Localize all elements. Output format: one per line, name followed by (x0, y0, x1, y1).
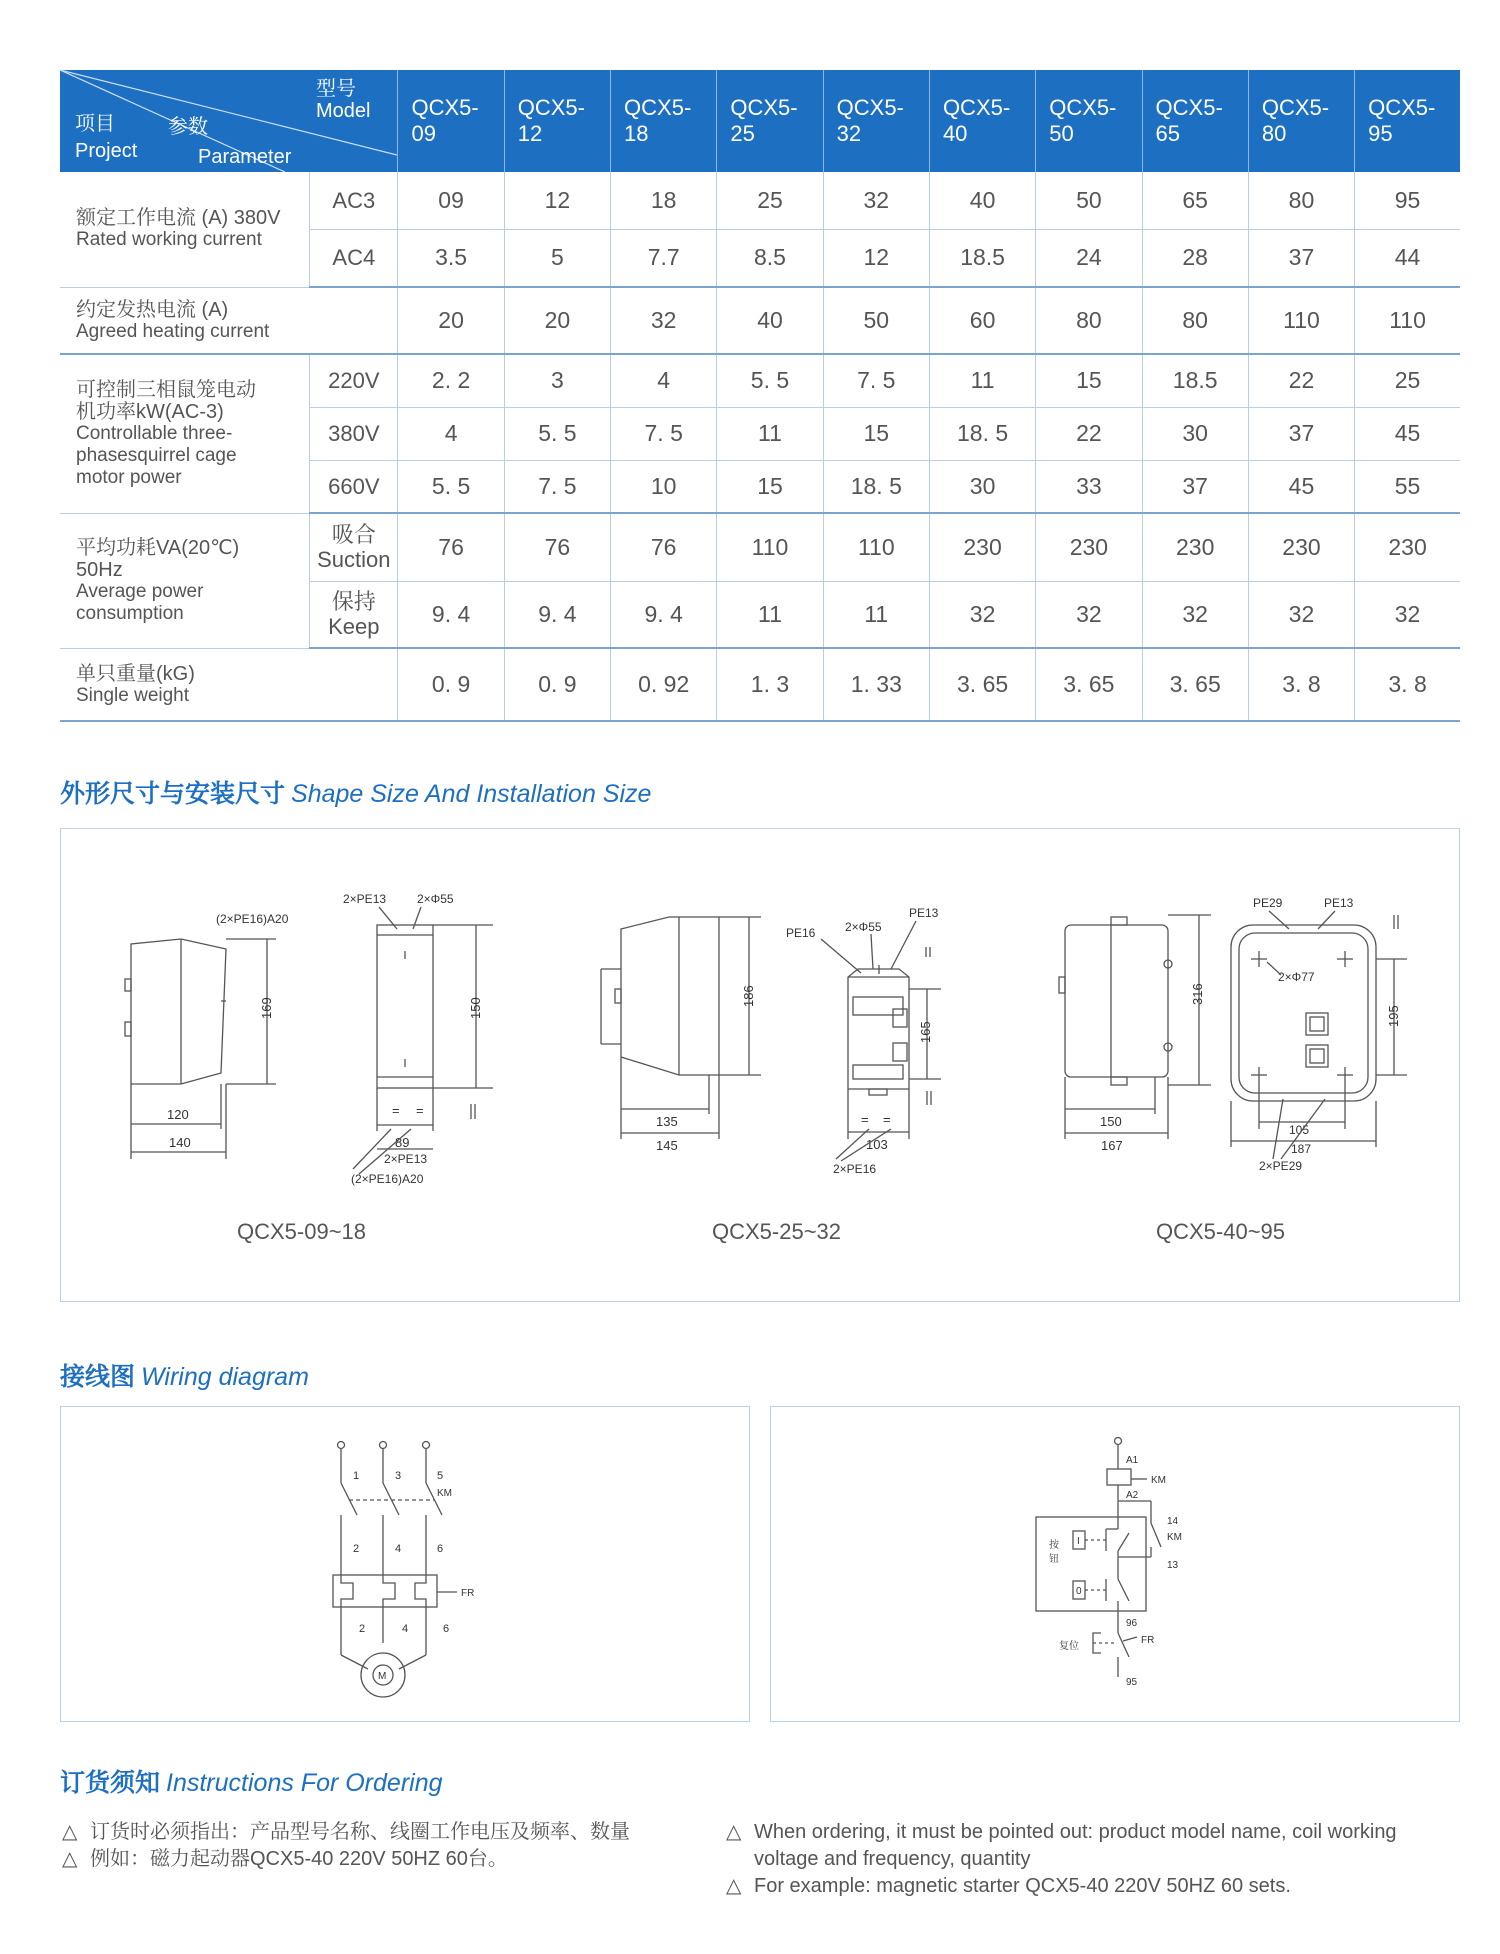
table-cell: 22 (1036, 407, 1142, 460)
dim-169: 169 (259, 997, 274, 1019)
power-consumption-label: 平均功耗VA(20℃) 50Hz Average power consumption (60, 513, 310, 648)
label-2pe16: 2×PE16 (833, 1162, 877, 1176)
table-cell: 45 (1248, 460, 1354, 513)
header-param-en: Parameter (198, 146, 292, 168)
motor-label: M (378, 1671, 387, 1682)
dim-316: 316 (1190, 983, 1205, 1005)
ordering-section-title: 订货须知 Instructions For Ordering (60, 1769, 443, 1797)
label-2pe29: 2×PE29 (1259, 1159, 1303, 1173)
table-cell: 55 (1355, 460, 1460, 513)
table-cell: 3. 8 (1248, 648, 1354, 721)
table-cell: 20 (504, 287, 610, 354)
ctrl-label-o: 0 (1076, 1586, 1082, 1597)
header-model-cn: 型号 (316, 78, 356, 100)
table-cell: 7. 5 (611, 407, 717, 460)
table-cell: 110 (717, 513, 823, 581)
table-cell: 0. 92 (611, 648, 717, 721)
dim-135: 135 (656, 1114, 678, 1129)
table-cell: 0. 9 (398, 648, 504, 721)
eq-mark-4: = (883, 1112, 891, 1127)
table-cell: 11 (823, 581, 929, 648)
table-cell: 18. 5 (823, 460, 929, 513)
ctrl-label-14: 14 (1167, 1516, 1179, 1527)
wiring-diagram-control-circuit (770, 1406, 1460, 1722)
dim-167: 167 (1101, 1138, 1123, 1153)
v660-label: 660V (310, 460, 398, 513)
ctrl-label-km2: KM (1167, 1532, 1182, 1543)
table-cell: 12 (504, 172, 610, 229)
shape-section-title: 外形尺寸与安装尺寸 Shape Size And Installation Size (60, 780, 652, 808)
table-cell: 25 (717, 172, 823, 229)
wiring-section-title: 接线图 Wiring diagram (60, 1363, 309, 1391)
table-cell: 3. 65 (1036, 648, 1142, 721)
dim-140: 140 (169, 1135, 191, 1150)
table-cell: 110 (1248, 287, 1354, 354)
table-cell: 7. 5 (504, 460, 610, 513)
table-cell: 1. 3 (717, 648, 823, 721)
table-cell: 24 (1036, 229, 1142, 287)
header-project-cn: 项目 (75, 113, 115, 135)
table-cell: 11 (717, 581, 823, 648)
ordering-en (726, 1819, 1466, 1900)
table-cell: 230 (1248, 513, 1354, 581)
label-pe16: PE16 (786, 926, 816, 940)
table-cell: 33 (1036, 460, 1142, 513)
table-cell: 45 (1355, 407, 1460, 460)
label-pe29: PE29 (1253, 896, 1283, 910)
table-cell: 32 (611, 287, 717, 354)
table-cell: 10 (611, 460, 717, 513)
table-row (60, 287, 1460, 354)
wire-label-4: 4 (395, 1543, 402, 1555)
table-cell: 40 (929, 172, 1035, 229)
table-cell: 5. 5 (398, 460, 504, 513)
drawing-qcx5-25-32 (601, 906, 941, 1176)
wire-label-b4: 4 (402, 1623, 409, 1635)
table-cell: 110 (823, 513, 929, 581)
table-cell: 25 (1355, 354, 1460, 407)
table-cell: 50 (823, 287, 929, 354)
table-cell: 7. 5 (823, 354, 929, 407)
table-cell: 3. 8 (1355, 648, 1460, 721)
ctrl-label-96: 96 (1126, 1618, 1138, 1629)
table-cell: 60 (929, 287, 1035, 354)
caption-qcx5-25-32: QCX5-25~32 (712, 1219, 842, 1244)
model-header: QCX5- 65 (1142, 70, 1248, 172)
heating-current-label: 约定发热电流 (A) Agreed heating current (60, 287, 398, 354)
eq-mark-2: = (416, 1103, 424, 1118)
table-cell: 4 (398, 407, 504, 460)
table-cell: 3.5 (398, 229, 504, 287)
dim-89: 89 (395, 1135, 410, 1150)
table-corner-header (60, 70, 398, 172)
table-cell: 4 (611, 354, 717, 407)
table-cell: 32 (1036, 581, 1142, 648)
table-cell: 1. 33 (823, 648, 929, 721)
suction-label: 吸合 Suction (310, 513, 398, 581)
dim-145: 145 (656, 1138, 678, 1153)
model-header: QCX5- 25 (717, 70, 823, 172)
wire-label-fr: FR (461, 1588, 475, 1599)
keep-label: 保持 Keep (310, 581, 398, 648)
ctrl-label-km: KM (1151, 1475, 1166, 1486)
table-cell: 12 (823, 229, 929, 287)
table-cell: 95 (1355, 172, 1460, 229)
dim-103: 103 (866, 1137, 888, 1152)
ordering-cn (62, 1819, 702, 1873)
table-cell: 11 (929, 354, 1035, 407)
wiring-diagram-main-circuit (60, 1406, 750, 1722)
table-cell: 15 (717, 460, 823, 513)
table-cell: 18. 5 (929, 407, 1035, 460)
table-cell: 230 (1036, 513, 1142, 581)
table-cell: 76 (398, 513, 504, 581)
wire-label-2: 2 (353, 1543, 360, 1555)
table-cell: 30 (1142, 407, 1248, 460)
table-cell: 18.5 (1142, 354, 1248, 407)
table-cell: 40 (717, 287, 823, 354)
label-2pe13: 2×PE13 (343, 892, 387, 906)
table-cell: 65 (1142, 172, 1248, 229)
ctrl-label-a2: A2 (1126, 1490, 1139, 1501)
table-cell: 3. 65 (1142, 648, 1248, 721)
ctrl-label-13: 13 (1167, 1560, 1179, 1571)
label-2pe13-bottom: 2×PE13 (384, 1152, 428, 1166)
table-cell: 80 (1036, 287, 1142, 354)
table-cell: 3. 65 (929, 648, 1035, 721)
table-cell: 7.7 (611, 229, 717, 287)
ordering-en-line-1: △ When ordering, it must be pointed out: product model name, coil working voltage and frequency, quantity (726, 1821, 1397, 1870)
table-cell: 32 (1142, 581, 1248, 648)
main-circuit-svg (61, 1407, 749, 1721)
table-cell: 9. 4 (611, 581, 717, 648)
table-cell: 09 (398, 172, 504, 229)
drawing-qcx5-09-18 (125, 892, 493, 1186)
table-cell: 18.5 (929, 229, 1035, 287)
table-cell: 44 (1355, 229, 1460, 287)
wire-label-km: KM (437, 1488, 452, 1499)
model-header: QCX5- 95 (1355, 70, 1460, 172)
dim-195: 195 (1386, 1005, 1401, 1027)
spec-table (60, 70, 1460, 722)
ordering-cn-line-1: △ 订货时必须指出：产品型号名称、线圈工作电压及频率、数量 (62, 1821, 630, 1843)
table-cell: 5. 5 (504, 407, 610, 460)
ctrl-label-reset: 复位 (1059, 1641, 1079, 1652)
table-cell: 37 (1248, 407, 1354, 460)
ordering-cn-line-2: △ 例如：磁力起动器QCX5-40 220V 50HZ 60台。 (62, 1848, 508, 1870)
wire-label-5: 5 (437, 1470, 444, 1482)
dim-186: 186 (741, 985, 756, 1007)
weight-label: 单只重量(kG) Single weight (60, 648, 398, 721)
table-cell: 230 (929, 513, 1035, 581)
drawing-qcx5-40-95 (1059, 896, 1407, 1173)
label-phi55: 2×Φ55 (417, 892, 454, 906)
table-cell: 9. 4 (398, 581, 504, 648)
v380-label: 380V (310, 407, 398, 460)
dim-187: 187 (1291, 1142, 1312, 1156)
table-row (60, 172, 1460, 229)
ctrl-label-i: I (1077, 1536, 1080, 1547)
table-cell: 28 (1142, 229, 1248, 287)
table-cell: 15 (1036, 354, 1142, 407)
table-cell: 32 (929, 581, 1035, 648)
label-pe13-3: PE13 (1324, 896, 1354, 910)
motor-power-label: 可控制三相鼠笼电动 机功率kW(AC-3) Controllable three- phasesquirrel cage motor power (60, 354, 310, 513)
dim-150: 150 (468, 997, 483, 1019)
table-cell: 32 (1355, 581, 1460, 648)
label-pe16-top: (2×PE16)A20 (216, 912, 289, 926)
ctrl-label-btn-1: 按 (1049, 1540, 1059, 1551)
wire-label-b6: 6 (443, 1623, 450, 1635)
table-cell: 0. 9 (504, 648, 610, 721)
eq-mark-3: = (861, 1112, 869, 1127)
caption-qcx5-40-95: QCX5-40~95 (1156, 1219, 1286, 1244)
label-phi77: 2×Φ77 (1278, 970, 1315, 984)
table-cell: 32 (1248, 581, 1354, 648)
table-row (60, 354, 1460, 407)
table-cell: 230 (1355, 513, 1460, 581)
ordering-en-line-2: △ For example: magnetic starter QCX5-40 220V 50HZ 60 sets. (726, 1875, 1291, 1897)
header-project-en: Project (75, 140, 138, 162)
table-cell: 3 (504, 354, 610, 407)
table-cell: 76 (611, 513, 717, 581)
wire-label-1: 1 (353, 1470, 360, 1482)
label-phi55: 2×Φ55 (845, 920, 882, 934)
ctrl-label-95: 95 (1126, 1677, 1138, 1688)
rated-current-label: 额定工作电流 (A) 380V Rated working current (60, 172, 310, 287)
table-cell: 50 (1036, 172, 1142, 229)
table-cell: 30 (929, 460, 1035, 513)
model-header: QCX5- 50 (1036, 70, 1142, 172)
table-cell: 18 (611, 172, 717, 229)
table-cell: 80 (1142, 287, 1248, 354)
shape-drawings-box (60, 828, 1460, 1302)
table-cell: 9. 4 (504, 581, 610, 648)
caption-qcx5-09-18: QCX5-09~18 (237, 1219, 367, 1244)
model-header: QCX5- 40 (929, 70, 1035, 172)
control-circuit-svg (771, 1407, 1459, 1721)
table-cell: 37 (1248, 229, 1354, 287)
wire-label-3: 3 (395, 1470, 402, 1482)
ac3-label: AC3 (310, 172, 398, 229)
table-cell: 11 (717, 407, 823, 460)
ctrl-label-btn-2: 钮 (1049, 1554, 1059, 1565)
label-pe13: PE13 (909, 906, 939, 920)
table-cell: 5 (504, 229, 610, 287)
table-cell: 37 (1142, 460, 1248, 513)
header-param-cn: 参数 (168, 116, 208, 138)
table-cell: 15 (823, 407, 929, 460)
table-cell: 76 (504, 513, 610, 581)
wire-label-b2: 2 (359, 1623, 366, 1635)
model-header: QCX5- 80 (1248, 70, 1354, 172)
dim-165: 165 (918, 1021, 933, 1043)
table-cell: 110 (1355, 287, 1460, 354)
table-cell: 5. 5 (717, 354, 823, 407)
model-header: QCX5- 32 (823, 70, 929, 172)
table-cell: 20 (398, 287, 504, 354)
table-cell: 8.5 (717, 229, 823, 287)
header-model-en: Model (316, 100, 371, 122)
wire-label-6: 6 (437, 1543, 444, 1555)
table-cell: 22 (1248, 354, 1354, 407)
v220-label: 220V (310, 354, 398, 407)
table-cell: 80 (1248, 172, 1354, 229)
table-cell: 32 (823, 172, 929, 229)
ac4-label: AC4 (310, 229, 398, 287)
model-header: QCX5- 09 (398, 70, 504, 172)
model-header: QCX5- 12 (504, 70, 610, 172)
table-header-row (60, 70, 1460, 172)
dim-120: 120 (167, 1107, 189, 1122)
table-cell: 2. 2 (398, 354, 504, 407)
table-cell: 230 (1142, 513, 1248, 581)
table-row (60, 513, 1460, 581)
ctrl-label-fr: FR (1141, 1635, 1155, 1646)
ctrl-label-a1: A1 (1126, 1455, 1139, 1466)
model-header: QCX5- 18 (611, 70, 717, 172)
table-row (60, 648, 1460, 721)
dim-105: 105 (1289, 1123, 1310, 1137)
dim-150b: 150 (1100, 1114, 1122, 1129)
label-pe16-bottom: (2×PE16)A20 (351, 1172, 424, 1186)
eq-mark-1: = (392, 1103, 400, 1118)
